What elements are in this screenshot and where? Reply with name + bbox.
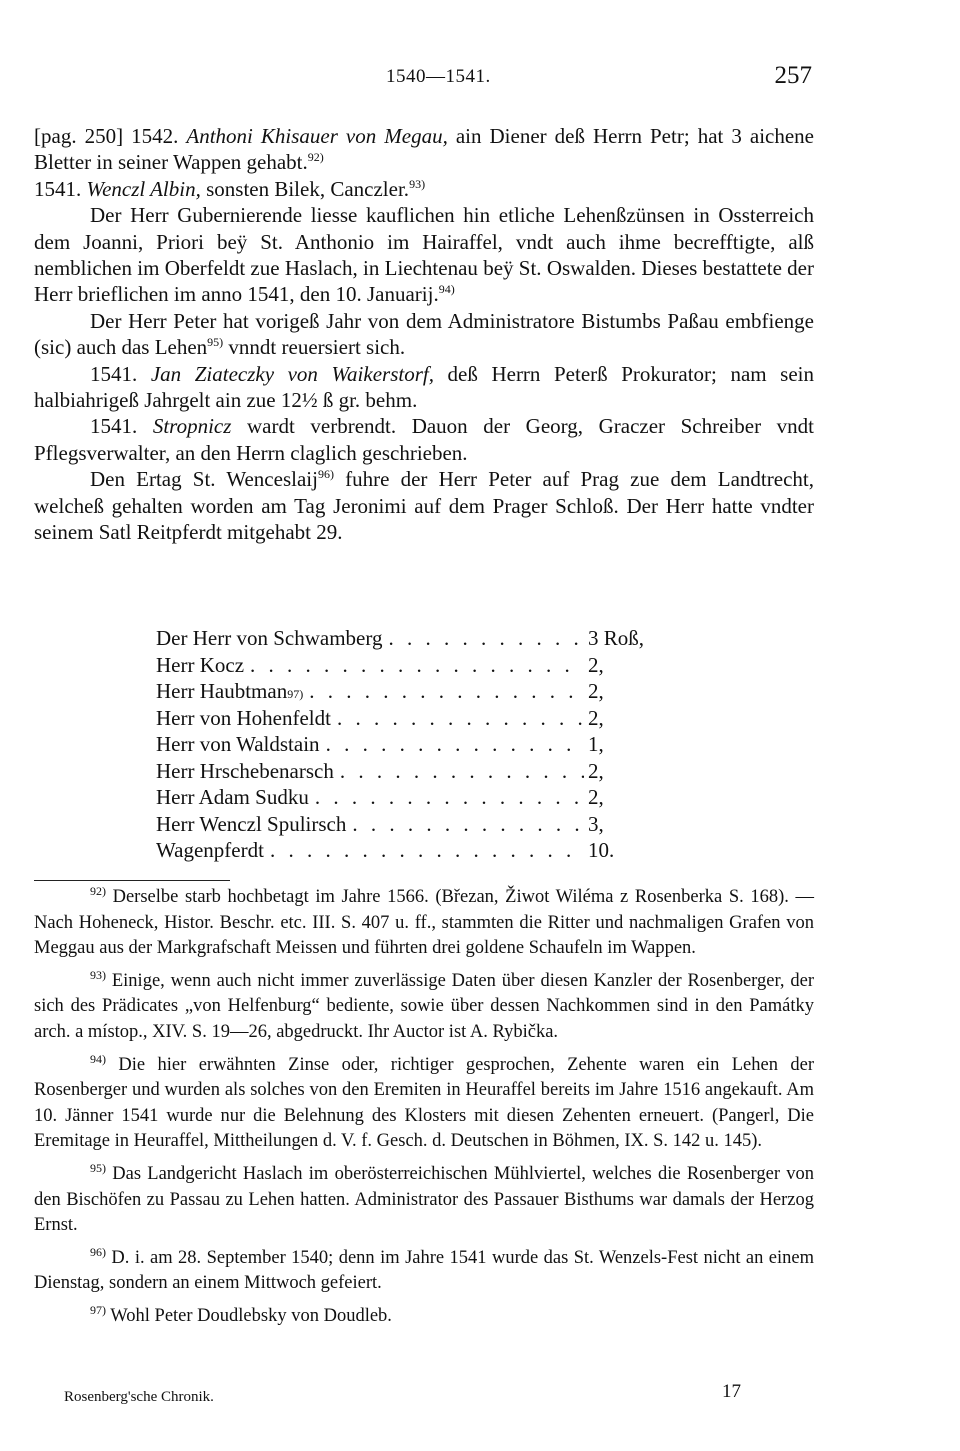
paragraph-6: [34, 413, 814, 466]
roster-name: Herr Hrschebenarsch: [156, 758, 334, 783]
footnote: [34, 1246, 814, 1297]
roster-value: 2,: [588, 785, 604, 809]
roster-name: Herr Adam Sudku: [156, 785, 309, 809]
footnote-ref: 94): [438, 282, 455, 297]
roster-value: 2,: [588, 705, 604, 730]
footnote-text: D. i. am 28. September 1540; denn im Jahre 1541 wurde das St. Wenzels-Fest nicht an einem Dienstag, sondern an einem Mittwoch gefeiert.: [34, 1247, 814, 1294]
paragraph-5: [34, 361, 814, 414]
dot-leader: [331, 705, 584, 732]
roster-row: [156, 784, 646, 811]
footnote: [34, 969, 814, 1046]
roster-name: Der Herr von Schwamberg: [156, 626, 383, 650]
paragraph-3: [34, 202, 814, 308]
text-run: vnndt reuersiert sich.: [223, 335, 406, 360]
roster-row: [156, 625, 646, 652]
footnote-mark: 94): [90, 1051, 106, 1066]
page-footer: [0, 1383, 960, 1413]
roster-value: 10.: [588, 838, 615, 862]
dot-leader: [334, 758, 584, 785]
footnote: [34, 1162, 814, 1239]
text-run: sonsten Bilek, Canczler.: [200, 176, 410, 201]
text-run: wardt verbrendt. Dauon der Georg, Graczer Schreiber vndt Pflegsverwalter, an den Herrn claglich geschrieben.: [34, 414, 814, 465]
dot-leader: [244, 652, 584, 679]
roster-row: [156, 837, 646, 864]
dot-leader: [303, 678, 584, 705]
roster-name: Herr von Waldstain: [156, 732, 320, 756]
footnotes: [34, 885, 814, 1330]
footnote-mark: 96): [90, 1244, 106, 1259]
horse-roster: [156, 625, 646, 864]
footnote-ref: 93): [409, 176, 426, 191]
dot-leader: [309, 784, 584, 811]
roster-row: Herr Haubtman 97) . . . 2,: [156, 678, 646, 705]
footnote: [34, 1053, 814, 1155]
roster-name: Wagenpferdt: [156, 838, 264, 862]
footnote-ref: 95): [207, 335, 224, 350]
footnote-text: Wohl Peter Doudlebsky von Doudleb.: [106, 1305, 392, 1326]
person-name: Jan Ziateczky von Waikerstorf,: [150, 361, 434, 386]
roster-row: [156, 652, 646, 679]
page-header: [0, 62, 960, 96]
running-head: 1540—1541.: [386, 66, 491, 87]
person-name: Wenczl Albin,: [86, 176, 201, 201]
text-run: Der Herr Peter hat vorigeß Jahr von dem Administratore Bistumbs Paßau embfienge (sic) auch das Lehen: [34, 308, 814, 360]
footnote-ref: 92): [307, 150, 324, 165]
footnote-text: Derselbe starb hochbetagt im Jahre 1566. (Březan, Žiwot Wiléma z Rosenberka S. 168). — Nach Hoheneck, Histor. Beschr. etc. III. S. 407 u. ff., stammten die Ritter und nachmaligen Grafen von Meggau aus der Markgrafschaft Meissen und führten drei goldene Schaufeln im Wappen.: [34, 887, 814, 959]
dot-leader: [320, 731, 584, 758]
roster-value: 2,: [588, 758, 604, 783]
footnote-text: Einige, wenn auch nicht immer zuverlässige Daten über diesen Kanzler der Rosenberger, der sich des Prädicates „von Helfenburg“ bediente, sowie über dessen Nachkommen sind in den Památky arch. a místop., XIV. S. 19—26, abgedruckt. Ihr Auctor ist A. Rybička.: [34, 970, 814, 1042]
text-run: 1541.: [34, 176, 87, 201]
sheet-number: 17: [722, 1381, 741, 1402]
roster-row: [156, 758, 646, 785]
text-run: deß Herrn Peterß Prokurator; nam sein halbiahrigeß Jahrgelt ain zue 12½ ß gr. behm.: [34, 361, 814, 413]
paragraph-4: [34, 308, 814, 361]
dot-leader: [264, 837, 584, 864]
roster-name: Herr Kocz: [156, 652, 245, 677]
roster-name: Herr von Hohenfeldt: [156, 705, 331, 730]
footnote-mark: 95): [90, 1160, 106, 1175]
text-run: [pag. 250] 1542.: [34, 124, 187, 148]
footnote: [34, 885, 814, 962]
paragraph-1: [34, 123, 814, 176]
page-number: 257: [774, 62, 812, 89]
roster-value: 3 Roß,: [588, 626, 645, 650]
footnote-rule: [34, 880, 230, 881]
signature-mark: Rosenberg'sche Chronik.: [64, 1389, 214, 1405]
text-run: ain Diener deß Herrn Petr; hat 3 aichene Bletter in seiner Wappen gehabt.: [34, 124, 814, 175]
roster-row: [156, 731, 646, 758]
footnote-text: Das Landgericht Haslach im oberösterreichischen Mühlviertel, welches die Rosenberger von den Bischöfen zu Passau zu Lehen hatten. Administrator des Passauer Bisthums war damals der Herzog Ernst.: [34, 1163, 814, 1236]
roster-name: Herr Haubtman: [156, 679, 288, 703]
footnote-text: Die hier erwähnten Zinse oder, richtiger gesprochen, Zehente waren ein Lehen der Rosenberger und wurden als solches von den Eremiten in Heuraffel bereits im Jahre 1516 angekauft. Am 10. Jänner 1541 wurde nur die Belehnung des Klosters mit diesen Zehenten erneuert. (Pangerl, Die Eremitage in Heuraffel, Mittheilungen d. V. f. Gesch. d. Deutschen in Böhmen, IX. S. 142 u. 145).: [34, 1054, 814, 1152]
footnote-mark: 93): [90, 967, 106, 982]
paragraph-2: [34, 176, 814, 202]
dot-leader: [346, 811, 584, 838]
text-run: 1541.: [90, 361, 151, 386]
text-run: Den Ertag St. Wenceslaij: [90, 467, 318, 492]
roster-value: 2,: [588, 652, 604, 677]
roster-value: 2,: [588, 679, 604, 703]
text-run: fuhre der Herr Peter auf Prag zue dem Landtrecht, welcheß gehalten worden am Tag Jeronimi auf dem Prager Schloß. Der Herr hatte vndter seinem Satl Reitpferdt mitgehabt 29.: [34, 467, 814, 545]
roster-row: [156, 811, 646, 838]
roster-value: 1,: [588, 732, 604, 756]
place-name: Stropnicz: [152, 414, 232, 439]
roster-name: Herr Wenczl Spulirsch: [156, 811, 347, 836]
footnote-mark: 92): [90, 883, 106, 898]
roster-value: 3,: [588, 811, 604, 836]
main-text: [34, 123, 814, 546]
person-name: Anthoni Khisauer von Megau,: [186, 124, 448, 148]
footnote-ref: 96): [317, 467, 334, 482]
text-run: Der Herr Gubernierende liesse kauflichen hin etliche Lehenßzünsen in Ossterreich dem Joanni, Priori beÿ St. Anthonio im Hairaffel, vndt auch ihme becrefftigte, alß nemblichen im Oberfeldt zue Haslach, in Liechtenau beÿ St. Oswalden. Dieses bestattete der Herr brieflichen im anno 1541, den 10. Januarij.: [34, 203, 814, 307]
text-run: 1541.: [90, 414, 153, 439]
roster-row: [156, 705, 646, 732]
footnote-mark: 97): [90, 1302, 106, 1317]
footnote: [34, 1304, 814, 1330]
paragraph-7: [34, 466, 814, 545]
dot-leader: [382, 625, 584, 652]
